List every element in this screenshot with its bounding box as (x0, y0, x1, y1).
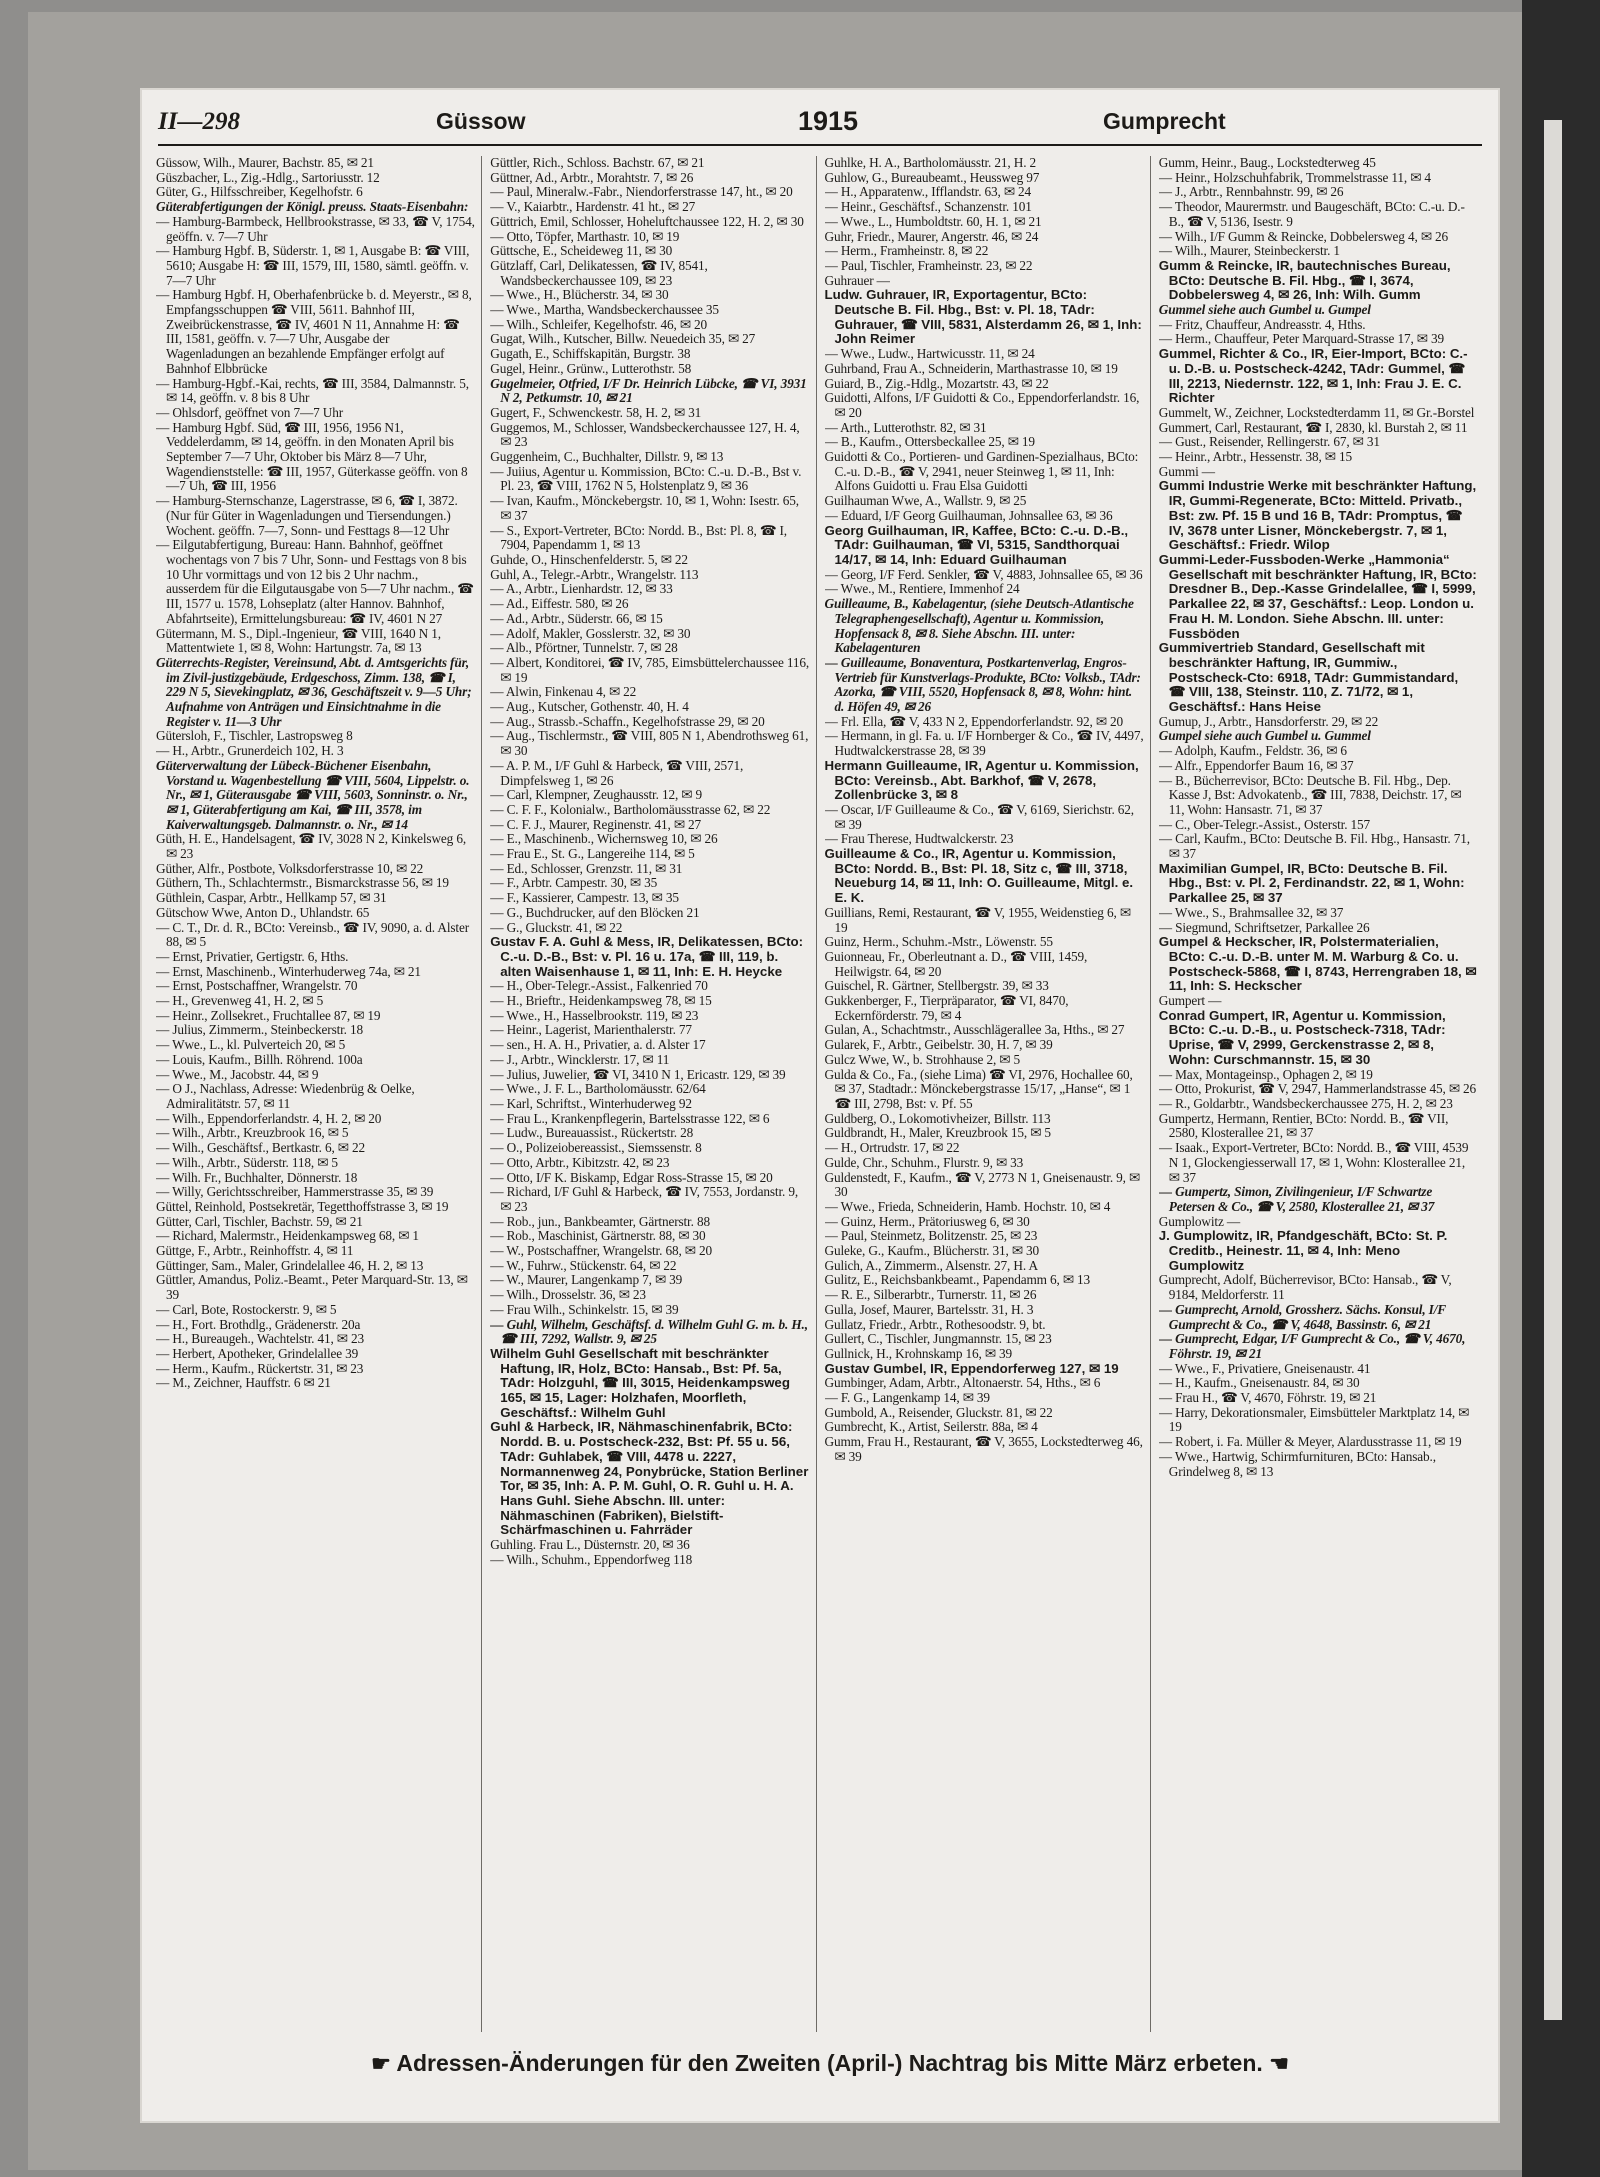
directory-entry: Gumprecht, Adolf, Bücherrevisor, BCto: Hansab., ☎ V, 9184, Meldorferstr. 11 (1158, 1272, 1452, 1303)
directory-entry: — H., Kaufm., Gneisenaustr. 84, ✉ 30 (1158, 1375, 1360, 1391)
directory-entry: — Paul, Steinmetz, Bolitzenstr. 25, ✉ 23 (824, 1228, 1038, 1244)
directory-entry: Guinz, Herm., Schuhm.-Mstr., Löwenstr. 55 (824, 934, 1053, 950)
directory-entry: — Carl, Klempner, Zeughausstr. 12, ✉ 9 (490, 787, 702, 803)
directory-entry: Guidotti & Co., Portieren- und Gardinen-Spezialhaus, BCto: C.-u. D.-B., ☎ V, 2941, neuer Steinweg 1, ✉ 11, Inh: Alfons Guidotti u. Frau Elsa Guidotti (824, 449, 1139, 494)
directory-entry: — Heinr., Holzschuhfabrik, Trommelstrasse 11, ✉ 4 (1158, 169, 1431, 185)
directory-entry: Güterrechts-Register, Vereinsund, Abt. d. Amtsgerichts für, im Zivil-justizgebäude, Erdgeschoss, Zimm. 138, ☎ I, 229 N 5, Sievekingplatz, ✉ 36, Geschäftszeit v. 9—5 Uhr; Aufnahme von Anträgen und Einsichtnahme in die Register v. 11—3 Uhr (156, 654, 472, 729)
directory-entry: Conrad Gumpert, IR, Agentur u. Kommission, BCto: C.-u. D.-B., u. Postscheck-7318, TAdr: Uprise, ☎ V, 2999, Gerckenstrasse 2, ✉ 8, Wohn: Curschmannstr. 15, ✉ 30 (1158, 1007, 1446, 1067)
directory-entry: — Aug., Tischlermstr., ☎ VIII, 805 N 1, Abendrothsweg 61, ✉ 30 (490, 728, 809, 759)
directory-entry: — Julius, Juwelier, ☎ VI, 3410 N 1, Ericastr. 129, ✉ 39 (490, 1066, 786, 1082)
directory-entry: Gumm & Reincke, IR, bautechnisches Bureau, BCto: Deutsche B. Fil. Hbg., ☎ I, 3674, Dobbelersweg 4, ✉ 26, Inh: Wilh. Gumm (1158, 257, 1451, 303)
directory-entry: Gummi Industrie Werke mit beschränkter Haftung, IR, Gummi-Regenerate, BCto: Mitteld. Privatb., Bst: zw. Pf. 15 B und 16 B, TAdr: Promptus, ☎ IV, 3678 unter Lisner, Mönckebergstr. 7, ✉ 1, Geschäftsf.: Friedr. Wilop (1158, 478, 1477, 553)
directory-entry: — Gust., Reisender, Rellingerstr. 67, ✉ 31 (1158, 434, 1380, 450)
header-first-surname: Güssow (436, 108, 526, 134)
directory-entry: — Theodor, Maurermstr. und Baugeschäft, BCto: C.-u. D.-B., ☎ V, 5136, Isestr. 9 (1158, 199, 1465, 229)
directory-entry: Gukkenberger, F., Tierpräparator, ☎ VI, 8470, Eckernförderstr. 79, ✉ 4 (824, 993, 1069, 1023)
directory-entry: — S., Export-Vertreter, BCto: Nordd. B., Bst: Pl. 8, ☎ I, 7904, Papendamm 1, ✉ 13 (490, 522, 787, 553)
right-edge-strip (1522, 0, 1600, 2177)
directory-entry: — Gumprecht, Arnold, Grossherz. Sächs. Konsul, I/F Gumprecht & Co., ☎ V, 4648, Bassinstr. 6, ✉ 21 (1158, 1301, 1446, 1332)
directory-entry: Güttler, Rich., Schloss. Bachstr. 67, ✉ 21 (490, 156, 705, 170)
directory-entry: Guhrauer — (824, 272, 890, 288)
directory-entry: — W., Maurer, Langenkamp 7, ✉ 39 (490, 1272, 683, 1288)
directory-entry: — F., Kassierer, Campestr. 13, ✉ 35 (490, 890, 679, 906)
directory-entry: — Hamburg-Sternschanze, Lagerstrasse, ✉ 6, ☎ I, 3872. (Nur für Güter in Wagenladungen und Tiersendungen.) Wochent. geöffn. 7—7, Sonn- und Festtags 8—12 Uhr (156, 493, 458, 538)
directory-entry: — Max, Montageinsp., Ophagen 2, ✉ 19 (1158, 1066, 1373, 1082)
directory-entry: — Alb., Pförtner, Tunnelstr. 7, ✉ 28 (490, 640, 678, 656)
directory-entry: — Guinz, Herm., Prätoriusweg 6, ✉ 30 (824, 1213, 1030, 1229)
directory-entry: Güttel, Reinhold, Postsekretär, Tegetthoffstrasse 3, ✉ 19 (156, 1198, 449, 1214)
directory-entry: Guionneau, Fr., Oberleutnant a. D., ☎ VIII, 1459, Heilwigstr. 64, ✉ 20 (824, 948, 1088, 979)
directory-entry: Gumup, J., Arbtr., Hansdorferstr. 29, ✉ 22 (1158, 713, 1379, 729)
directory-entry: — Paul, Tischler, Framheinstr. 23, ✉ 22 (824, 257, 1033, 273)
directory-entry: — Wwe., Frieda, Schneiderin, Hamb. Hochstr. 10, ✉ 4 (824, 1198, 1111, 1214)
directory-entry: — Siegmund, Schriftsetzer, Parkallee 26 (1158, 919, 1370, 935)
directory-entry: — Wilh., Schuhm., Eppendorfweg 118 (490, 1551, 693, 1567)
column-4 (1159, 156, 1484, 2032)
directory-entry: Guhlke, H. A., Bartholomäusstr. 21, H. 2 (824, 156, 1037, 170)
directory-entry: — Ernst, Postschaffner, Wrangelstr. 70 (156, 978, 358, 994)
directory-entry: — Wwe., J. F. L., Bartholomäusstr. 62/64 (490, 1081, 706, 1097)
column-3 (825, 156, 1151, 2032)
directory-entry: Georg Guilhauman, IR, Kaffee, BCto: C.-u. D.-B., TAdr: Guilhauman, ☎ VI, 5315, Sandthorquai 14/17, ✉ 14, Inh: Eduard Guilhauman (824, 522, 1129, 567)
directory-entry: Guhl & Harbeck, IR, Nähmaschinenfabrik, BCto: Nordd. B. u. Postscheck-232, Bst: Pf. 55 u. 56, TAdr: Guhlabek, ☎ VIII, 4478 u. 2227, Normannenweg 24, Ponybrücke, Station Berliner Tor, ✉ 35, Inh: A. P. M. Guhl, O. R. Guhl u. H. A. Hans Guhl. Siehe Abschn. III. unter: Nähmaschinen (Fabriken), Bielstift-Schärfmaschinen u. Fahrräder (490, 1419, 809, 1538)
directory-entry: — Fritz, Chauffeur, Andreasstr. 4, Hths. (1158, 316, 1366, 332)
directory-entry: — H., Ober-Telegr.-Assist., Falkenried 70 (490, 978, 708, 994)
directory-entry: Gulla, Josef, Maurer, Bartelsstr. 31, H. 3 (824, 1301, 1034, 1317)
directory-entry: Guidotti, Alfons, I/F Guidotti & Co., Eppendorferlandstr. 16, ✉ 20 (824, 390, 1140, 420)
directory-entry: — Willy, Gerichtsschreiber, Hammerstrasse 35, ✉ 39 (156, 1184, 434, 1200)
directory-entry: — Gumpertz, Simon, Zivilingenieur, I/F Schwartze Petersen & Co., ☎ V, 2580, Klosterallee 21, ✉ 37 (1158, 1184, 1435, 1214)
directory-entry: — sen., H. A. H., Privatier, a. d. Alster 17 (490, 1037, 706, 1053)
directory-entry: — Wilh., Schleifer, Kegelhofstr. 46, ✉ 20 (490, 316, 708, 332)
directory-entry: — H., Bureaugeh., Wachtelstr. 41, ✉ 23 (156, 1331, 364, 1347)
directory-entry: Guhde, O., Hinschenfelderstr. 5, ✉ 22 (490, 551, 688, 567)
directory-entry: Gullert, C., Tischler, Jungmannstr. 15, ✉ 23 (824, 1331, 1052, 1347)
directory-entry: — Alfr., Eppendorfer Baum 16, ✉ 37 (1158, 757, 1354, 773)
directory-entry: — Gumprecht, Edgar, I/F Gumprecht & Co., ☎ V, 4670, Föhrstr. 19, ✉ 21 (1158, 1331, 1466, 1361)
directory-entry: Gulcz Wwe, W., b. Strohhause 2, ✉ 5 (824, 1051, 1020, 1067)
directory-entry: Güssow, Wilh., Maurer, Bachstr. 85, ✉ 21 (156, 156, 374, 170)
directory-entry: Güttge, F., Arbtr., Reinhoffstr. 4, ✉ 11 (156, 1243, 354, 1259)
directory-entry: — Otto, Töpfer, Marthastr. 10, ✉ 19 (490, 228, 680, 244)
directory-entry: — Wilh., Arbtr., Kreuzbrook 16, ✉ 5 (156, 1125, 349, 1141)
directory-entry: Güttinger, Sam., Maler, Grindelallee 46, H. 2, ✉ 13 (156, 1257, 424, 1273)
directory-entry: Guilhauman Wwe, A., Wallstr. 9, ✉ 25 (824, 493, 1027, 509)
directory-entry: — Wwe., F., Privatiere, Gneisenaustr. 41 (1158, 1360, 1371, 1376)
directory-entry: Guiard, B., Zig.-Hdlg., Mozartstr. 43, ✉ 22 (824, 375, 1049, 391)
directory-entry: — Juiius, Agentur u. Kommission, BCto: C.-u. D.-B., Bst v. Pl. 23, ☎ VIII, 1762 N 5, Holstenplatz 9, ✉ 36 (490, 463, 802, 494)
directory-entry: — E., Maschinenb., Wichernsweg 10, ✉ 26 (490, 831, 718, 847)
directory-entry: Gützlaff, Carl, Delikatessen, ☎ IV, 8541, Wandsbeckerchaussee 109, ✉ 23 (490, 257, 708, 288)
directory-entry: Gütersloh, F., Tischler, Lastropsweg 8 (156, 728, 353, 744)
directory-entry: — O., Polizeiobereassist., Siemssenstr. 8 (490, 1140, 702, 1156)
directory-entry: — Heinr., Zollsekret., Fruchtallee 87, ✉ 19 (156, 1007, 381, 1023)
directory-entry: — Wilh., I/F Gumm & Reincke, Dobbelersweg 4, ✉ 26 (1158, 228, 1448, 244)
directory-entry: Gumpert — (1158, 993, 1222, 1009)
directory-entry: — Otto, I/F K. Biskamp, Edgar Ross-Strasse 15, ✉ 20 (490, 1169, 773, 1185)
directory-entry: Gumplowitz — (1158, 1213, 1241, 1229)
directory-entry: Gulan, A., Schachtmstr., Ausschlägerallee 3a, Hths., ✉ 27 (824, 1022, 1125, 1038)
directory-entry: Güthlein, Caspar, Arbtr., Hellkamp 57, ✉ 31 (156, 890, 387, 906)
directory-entry: — Herm., Framheinstr. 8, ✉ 22 (824, 243, 989, 259)
directory-entry: Guilleaume, B., Kabelagentur, (siehe Deutsch-Atlantische Telegraphengesellschaft), Agentur u. Kommission, Hopfensack 8, ✉ 8. Siehe Abschn. III. unter: Kabelagenturen (824, 596, 1134, 656)
directory-entry: Gulde, Chr., Schuhm., Flurstr. 9, ✉ 33 (824, 1154, 1024, 1170)
directory-entry: — Herm., Kaufm., Rückertstr. 31, ✉ 23 (156, 1360, 364, 1376)
directory-entry: Gumbinger, Adam, Arbtr., Altonaerstr. 54, Hths., ✉ 6 (824, 1375, 1101, 1391)
directory-entry: — H., Arbtr., Grunerdeich 102, H. 3 (156, 743, 344, 759)
directory-entry: — C. F. J., Maurer, Reginenstr. 41, ✉ 27 (490, 816, 701, 832)
directory-columns (156, 156, 1484, 2032)
directory-entry: — Wwe., H., Hasselbrookstr. 119, ✉ 23 (490, 1007, 699, 1023)
directory-entry: Güter, G., Hilfsschreiber, Kegelhofstr. 6 (156, 184, 363, 200)
column-1 (156, 156, 482, 2032)
directory-entry: — Heinr., Lagerist, Marienthalerstr. 77 (490, 1022, 692, 1038)
directory-entry: — H., Grevenweg 41, H. 2, ✉ 5 (156, 993, 324, 1009)
directory-entry: — Wilh., Maurer, Steinbeckerstr. 1 (1158, 243, 1340, 259)
directory-entry: — Hamburg Hgbf. H, Oberhafenbrücke b. d. Meyerstr., ✉ 8, Empfangsschuppen ☎ VIII, 5611. Bahnhof III, Zweibrückenstrasse, ☎ IV, 4601 N 11, Annahme H: ☎ III, 1581, geöffn. v. 7—7 Uhr, Ausgabe der Wagenladungen an bezahlende Empfänger erfolgt auf Bahnhof Elbbrücke (156, 287, 472, 376)
directory-entry: Güterverwaltung der Lübeck-Büchener Eisenbahn, Vorstand u. Wagenbestellung ☎ VIII, 5604, Lippelstr. o. Nr., ✉ 1, Güterausgabe ☎ VIII, 5603, Sonninstr. o. Nr., ✉ 1, Güterabfertigung am Kai, ☎ III, 3578, im Kaiverwaltungsgeb. Dalmannstr. o. Nr., ✉ 14 (156, 757, 470, 832)
directory-entry: — H., Brieftr., Heidenkampsweg 78, ✉ 15 (490, 993, 712, 1009)
directory-entry: — Ad., Eiffestr. 580, ✉ 26 (490, 596, 629, 612)
directory-entry: — F., Arbtr. Campestr. 30, ✉ 35 (490, 875, 658, 891)
page-header (158, 108, 1482, 146)
directory-entry: — Otto, Prokurist, ☎ V, 2947, Hammerlandstrasse 45, ✉ 26 (1158, 1081, 1476, 1097)
directory-entry: — Harry, Dekorationsmaler, Eimsbütteler Marktplatz 14, ✉ 19 (1158, 1404, 1470, 1435)
directory-entry: — Louis, Kaufm., Billh. Röhrend. 100a (156, 1051, 363, 1067)
directory-entry: Hermann Guilleaume, IR, Agentur u. Kommission, BCto: Vereinsb., Abt. Barkhof, ☎ V, 2678, Zollenbrücke 3, ✉ 8 (824, 757, 1139, 803)
header-last-surname: Gumprecht (1103, 108, 1226, 134)
directory-entry: — Alwin, Finkenau 4, ✉ 22 (490, 684, 637, 700)
directory-entry: Gugert, F., Schwenckestr. 58, H. 2, ✉ 31 (490, 404, 702, 420)
directory-entry: — Guilleaume, Bonaventura, Postkartenverlag, Engros-Vertrieb für Kunstverlags-Produkte, BCto: Volksb., TAdr: Azorka, ☎ VIII, 5520, Hopfensack 8, ✉ 8, Wohn: hint. d. Höfen 49, ✉ 26 (824, 654, 1141, 715)
directory-entry: — Ludw., Bureauassist., Rückertstr. 28 (490, 1125, 694, 1141)
pointing-hand-icon-right: ☚ (1269, 2051, 1289, 2076)
directory-entry: Gugel, Heinr., Grünw., Lutterothstr. 58 (490, 360, 692, 376)
directory-entry: — Ernst, Privatier, Gertigstr. 6, Hths. (156, 948, 349, 964)
directory-entry: — Albert, Konditorei, ☎ IV, 785, Eimsbüttelerchaussee 116, ✉ 19 (490, 654, 810, 685)
directory-entry: Guldbrandt, H., Maler, Kreuzbrook 15, ✉ 5 (824, 1125, 1051, 1141)
directory-entry: — Isaak., Export-Vertreter, BCto: Nordd. B., ☎ VIII, 4539 N 1, Glockengiesserwall 17, ✉ 1, Wohn: Klosterallee 21, ✉ 37 (1158, 1140, 1469, 1185)
directory-entry: — C. F. F., Kolonialw., Bartholomäusstrasse 62, ✉ 22 (490, 801, 771, 817)
directory-entry: — Richard, Malermstr., Heidenkampsweg 68, ✉ 1 (156, 1228, 419, 1244)
directory-entry: — Wwe., Martha, Wandsbeckerchaussee 35 (490, 302, 719, 318)
directory-entry: — Frau Wilh., Schinkelstr. 15, ✉ 39 (490, 1301, 679, 1317)
directory-entry: Gulitz, E., Reichsbankbeamt., Papendamm 6, ✉ 13 (824, 1272, 1091, 1288)
directory-entry: Güthern, Th., Schlachtermstr., Bismarckstrasse 56, ✉ 19 (156, 875, 449, 891)
directory-entry: — Rob., Maschinist, Gärtnerstr. 88, ✉ 30 (490, 1228, 706, 1244)
footer-notice (220, 2050, 1440, 2084)
directory-entry: — Karl, Schriftst., Winterhuderweg 92 (490, 1096, 692, 1111)
directory-entry: Gummivertrieb Standard, Gesellschaft mit beschränkter Haftung, IR, Gummiw., Postscheck-Cto: 6918, TAdr: Gummistandard, ☎ VIII, 138, Steinstr. 110, Z. 71/72, ✉ 1, Geschäftsf.: Hans Heise (1158, 640, 1459, 715)
directory-entry: Gummi — (1158, 463, 1215, 479)
directory-entry: — Hamburg-Hgbf.-Kai, rechts, ☎ III, 3584, Dalmannstr. 5, ✉ 14, geöffn. v. 8 bis 8 Uhr (156, 375, 469, 406)
directory-entry: Guldberg, O., Lokomotivheizer, Billstr. 113 (824, 1110, 1051, 1126)
directory-entry: — Wwe., L., Humboldtstr. 60, H. 1, ✉ 21 (824, 213, 1042, 229)
directory-entry: Güttrich, Emil, Schlosser, Hoheluftchaussee 122, H. 2, ✉ 30 (490, 213, 804, 229)
directory-entry: Guischel, R. Gärtner, Stellbergstr. 39, ✉ 33 (824, 978, 1049, 994)
directory-entry: — Adolph, Kaufm., Feldstr. 36, ✉ 6 (1158, 743, 1347, 759)
directory-entry: Güther, Alfr., Postbote, Volksdorferstrasse 10, ✉ 22 (156, 860, 424, 876)
directory-entry: — Wilh., Drosselstr. 36, ✉ 23 (490, 1287, 646, 1303)
directory-entry: — Hamburg Hgbf. B, Süderstr. 1, ✉ 1, Ausgabe B: ☎ VIII, 5610; Ausgabe H: ☎ III, 1579, III, 1580, sämtl. geöffn. v. 7—7 Uhr (156, 243, 470, 288)
directory-entry: Guhr, Friedr., Maurer, Angerstr. 46, ✉ 24 (824, 228, 1039, 244)
directory-entry: — R., Goldarbtr., Wandsbeckerchaussee 275, H. 2, ✉ 23 (1158, 1096, 1453, 1111)
directory-entry: Gugat, Wilh., Kutscher, Billw. Neuedeich 35, ✉ 27 (490, 331, 756, 347)
directory-entry: Güszbacher, L., Zig.-Hdlg., Sartoriusstr. 12 (156, 169, 380, 185)
directory-entry: — G., Buchdrucker, auf den Blöcken 21 (490, 904, 700, 920)
directory-entry: — H., Fort. Brothdlg., Grädenerstr. 20a (156, 1316, 361, 1332)
directory-entry: Gustav F. A. Guhl & Mess, IR, Delikatessen, BCto: C.-u. D.-B., Bst: v. Pl. 16 u. 17a, ☎ III, 119, b. alten Waisenhause 1, ✉ 11, Inh: E. H. Heycke (490, 934, 804, 979)
directory-entry: Gumbrecht, K., Artist, Seilerstr. 88a, ✉ 4 (824, 1419, 1038, 1435)
directory-entry: — V., Kaiarbtr., Hardenstr. 41 ht., ✉ 27 (490, 199, 696, 215)
directory-entry: Gullnick, H., Krohnskamp 16, ✉ 39 (824, 1345, 1013, 1361)
directory-entry: — Carl, Kaufm., BCto: Deutsche B. Fil. Hbg., Hansastr. 71, ✉ 37 (1158, 831, 1470, 862)
directory-entry: Gumbold, A., Reisender, Gluckstr. 81, ✉ 22 (824, 1404, 1053, 1420)
directory-entry: Gulich, A., Zimmerm., Alsenstr. 27, H. A (824, 1257, 1038, 1273)
footer-text: Adressen-Änderungen für den Zweiten (April-) Nachtrag bis Mitte März erbeten. (396, 2050, 1263, 2076)
directory-entry: — Richard, I/F Guhl & Harbeck, ☎ IV, 7553, Jordanstr. 9, ✉ 23 (490, 1184, 799, 1214)
directory-entry: — Wwe., S., Brahmsallee 32, ✉ 37 (1158, 904, 1344, 920)
directory-entry: Gullatz, Friedr., Arbtr., Rothesoodstr. 9, bt. (824, 1316, 1046, 1332)
directory-entry: Gummert, Carl, Restaurant, ☎ I, 2830, kl. Burstah 2, ✉ 11 (1158, 419, 1468, 435)
directory-entry: — Ohlsdorf, geöffnet von 7—7 Uhr (156, 404, 343, 420)
directory-entry: Gummelt, W., Zeichner, Lockstedterdamm 11, ✉ Gr.-Borstel (1158, 404, 1475, 420)
directory-entry: — H., Apparatenw., Ifflandstr. 63, ✉ 24 (824, 184, 1032, 200)
directory-entry: Güttner, Ad., Arbtr., Morahtstr. 7, ✉ 26 (490, 169, 694, 185)
directory-entry: — J., Arbtr., Wincklerstr. 17, ✉ 11 (490, 1051, 670, 1067)
directory-entry: — M., Zeichner, Hauffstr. 6 ✉ 21 (156, 1375, 331, 1391)
directory-entry: Maximilian Gumpel, IR, BCto: Deutsche B. Fil. Hbg., Bst: v. Pl. 2, Ferdinandstr. 22, ✉ 1, Wohn: Parkallee 25, ✉ 37 (1158, 860, 1465, 906)
directory-entry: — Wwe., M., Jacobstr. 44, ✉ 9 (156, 1066, 319, 1082)
directory-entry: — Hermann, in gl. Fa. u. I/F Hornberger & Co., ☎ IV, 4497, Hudtwalckerstrasse 28, ✉ 39 (824, 728, 1144, 759)
directory-entry: — Wilh., Eppendorferlandstr. 4, H. 2, ✉ 20 (156, 1110, 382, 1126)
directory-entry: — C. T., Dr. d. R., BCto: Vereinsb., ☎ IV, 9090, a. d. Alster 88, ✉ 5 (156, 919, 469, 950)
directory-entry: Guggemos, M., Schlosser, Wandsbeckerchaussee 127, H. 4, ✉ 23 (490, 419, 800, 450)
directory-entry: Guleke, G., Kaufm., Blücherstr. 31, ✉ 30 (824, 1243, 1040, 1259)
directory-entry: — Heinr., Arbtr., Hessenstr. 38, ✉ 15 (1158, 449, 1352, 465)
directory-entry: — A., Arbtr., Lienhardstr. 12, ✉ 33 (490, 581, 673, 597)
directory-entry: — F. G., Langenkamp 14, ✉ 39 (824, 1390, 990, 1406)
pointing-hand-icon: ☛ (371, 2051, 391, 2076)
directory-entry: Guhl, A., Telegr.-Arbtr., Wrangelstr. 113 (490, 566, 699, 582)
directory-entry: — Frau H., ☎ V, 4670, Föhrstr. 19, ✉ 21 (1158, 1390, 1377, 1406)
directory-entry: — Wwe., Ludw., Hartwicusstr. 11, ✉ 24 (824, 346, 1035, 362)
directory-entry: — Heinr., Geschäftsf., Schanzenstr. 101 (824, 199, 1032, 215)
directory-entry: — B., Kaufm., Ottersbeckallee 25, ✉ 19 (824, 434, 1035, 450)
directory-entry: — Aug., Kutscher, Gothenstr. 40, H. 4 (490, 699, 689, 715)
directory-entry: Gütschow Wwe, Anton D., Uhlandstr. 65 (156, 904, 370, 920)
directory-entry: Guldenstedt, F., Kaufm., ☎ V, 2773 N 1, Gneisenaustr. 9, ✉ 30 (824, 1169, 1141, 1200)
directory-entry: — C., Ober-Telegr.-Assist., Osterstr. 157 (1158, 816, 1371, 832)
column-2 (490, 156, 816, 2032)
page-number: II—298 (158, 108, 240, 135)
directory-entry: — Ivan, Kaufm., Mönckebergstr. 10, ✉ 1, Wohn: Isestr. 65, ✉ 37 (490, 493, 799, 523)
directory-entry: — Georg, I/F Ferd. Senkler, ☎ V, 4883, Johnsallee 65, ✉ 36 (824, 566, 1143, 582)
directory-entry: Gumm, Heinr., Baug., Lockstedterweg 45 (1158, 156, 1376, 170)
directory-entry: — G., Gluckstr. 41, ✉ 22 (490, 919, 623, 935)
directory-entry: — Ad., Arbtr., Süderstr. 66, ✉ 15 (490, 610, 663, 626)
directory-entry: — J., Arbtr., Rennbahnstr. 99, ✉ 26 (1158, 184, 1344, 200)
directory-entry: Gummel, Richter & Co., IR, Eier-Import, BCto: C.-u. D.-B. u. Postscheck-4242, TAdr: Gummel, ☎ III, 2213, Niedernstr. 122, ✉ 1, Inh: Frau J. E. C. Richter (1158, 346, 1468, 406)
directory-entry: — Otto, Arbtr., Kibitzstr. 42, ✉ 23 (490, 1154, 670, 1170)
directory-entry: — Wilh., Geschäftsf., Bertkastr. 6, ✉ 22 (156, 1140, 365, 1156)
directory-entry: Guillians, Remi, Restaurant, ☎ V, 1955, Weidenstieg 6, ✉ 19 (824, 904, 1131, 935)
directory-entry: — Robert, i. Fa. Müller & Meyer, Alardusstrasse 11, ✉ 19 (1158, 1434, 1462, 1450)
directory-entry: — Wilh., Arbtr., Süderstr. 118, ✉ 5 (156, 1154, 338, 1170)
directory-entry: — Oscar, I/F Guilleaume & Co., ☎ V, 6169, Sierichstr. 62, ✉ 39 (824, 801, 1134, 832)
directory-entry: — Paul, Mineralw.-Fabr., Niendorferstrasse 147, ht., ✉ 20 (490, 184, 793, 200)
directory-entry: Gumpel siehe auch Gumbel u. Gummel (1158, 728, 1371, 744)
directory-entry: Güttler, Amandus, Poliz.-Beamt., Peter Marquard-Str. 13, ✉ 39 (156, 1272, 468, 1303)
directory-entry: — Frl. Ella, ☎ V, 433 N 2, Eppendorferlandstr. 92, ✉ 20 (824, 713, 1124, 729)
directory-entry: Gularek, F., Arbtr., Geibelstr. 30, H. 7, ✉ 39 (824, 1037, 1053, 1053)
directory-entry: — Guhl, Wilhelm, Geschäftsf. d. Wilhelm Guhl G. m. b. H., ☎ III, 7292, Wallstr. 9, ✉ 25 (490, 1316, 808, 1347)
directory-entry: — Rob., jun., Bankbeamter, Gärtnerstr. 88 (490, 1213, 710, 1229)
directory-entry: Gumm, Frau H., Restaurant, ☎ V, 3655, Lockstedterweg 46, ✉ 39 (824, 1434, 1143, 1464)
directory-entry: Gulda & Co., Fa., (siehe Lima) ☎ VI, 2976, Hochallee 60, ✉ 37, Stadtadr.: Mönckebergstrasse 15/17, „Hanse“, ✉ 1 ☎ III, 2798, Bst: v. Pf. 55 (824, 1066, 1133, 1111)
directory-entry: — Arth., Lutterothstr. 82, ✉ 31 (824, 419, 987, 435)
directory-entry: Gütter, Carl, Tischler, Bachstr. 59, ✉ 21 (156, 1213, 363, 1229)
directory-entry: — Wwe., H., Blücherstr. 34, ✉ 30 (490, 287, 669, 303)
directory-entry: Gütermann, M. S., Dipl.-Ingenieur, ☎ VIII, 1640 N 1, Mattentwiete 1, ✉ 8, Wohn: Hartungstr. 7a, ✉ 13 (156, 625, 441, 656)
directory-entry: — Frau E., St. G., Langereihe 114, ✉ 5 (490, 846, 695, 862)
directory-entry: — Hamburg-Barmbeck, Hellbrookstrasse, ✉ 33, ☎ V, 1754, geöffn. v. 7—7 Uhr (156, 213, 475, 244)
directory-entry: — Aug., Strassb.-Schaffn., Kegelhofstrasse 29, ✉ 20 (490, 713, 765, 729)
directory-page (140, 88, 1500, 2123)
directory-entry: — Eilgutabfertigung, Bureau: Hann. Bahnhof, geöffnet wochentags von 7 bis 7 Uhr, Sonn- und Festtags von 8 bis 10 Uhr vormittags und von 12 bis 2 Uhr nachm., ausserdem für die Eilgutausgabe von 5—7 Uhr nachm., ☎ III, 1577 u. 1578, Lohseplatz (alter Hannov. Bahnhof, Abfahrtseite), Ermittelungsbureau: ☎ IV, 4601 N 27 (156, 537, 474, 626)
directory-entry: — Herm., Chauffeur, Peter Marquard-Strasse 17, ✉ 39 (1158, 331, 1444, 347)
directory-entry: — Ernst, Maschinenb., Winterhuderweg 74a, ✉ 21 (156, 963, 421, 979)
directory-entry: Gummi-Leder-Fussboden-Werke „Hammonia“ Gesellschaft mit beschränkter Haftung, IR, BCto: Dresdner B., Dep.-Kasse Grindelallee, ☎ I, 5999, Parkallee 22, ✉ 37, Geschäftsf.: Leop. London u. Frau H. M. London. Siehe Abschn. III. unter: Fussböden (1158, 551, 1477, 641)
directory-entry: — O J., Nachlass, Adresse: Wiedenbrüg & Oelke, Admiralitätstr. 57, ✉ 11 (156, 1081, 415, 1111)
directory-entry: — Carl, Bote, Rostockerstr. 9, ✉ 5 (156, 1301, 337, 1317)
directory-entry: — Ed., Schlosser, Grenzstr. 11, ✉ 31 (490, 860, 683, 876)
directory-entry: Guhling. Frau L., Düsternstr. 20, ✉ 36 (490, 1537, 690, 1553)
directory-entry: — Frau Therese, Hudtwalckerstr. 23 (824, 831, 1014, 847)
directory-entry: — R. E., Silberarbtr., Turnerstr. 11, ✉ 26 (824, 1287, 1037, 1303)
directory-entry: Güttsche, E., Scheideweg 11, ✉ 30 (490, 243, 673, 259)
directory-entry: Gugelmeier, Otfried, I/F Dr. Heinrich Lübcke, ☎ VI, 3931 N 2, Petkumstr. 10, ✉ 21 (490, 375, 807, 406)
directory-entry: Gumpel & Heckscher, IR, Polstermaterialien, BCto: C.-u. D.-B. unter M. M. Warburg & Co. u. Postscheck-5868, ☎ I, 8743, Herrengraben 18, ✉ 11, Inh: S. Heckscher (1158, 934, 1477, 994)
directory-entry: — Herbert, Apotheker, Grindelallee 39 (156, 1345, 359, 1361)
directory-entry: Wilhelm Guhl Gesellschaft mit beschränkter Haftung, IR, Holz, BCto: Hansab., Bst: Pf. 5a, TAdr: Holzguhl, ☎ III, 3015, Heidenkampsweg 165, ✉ 15, Lager: Holzhafen, Moorfleth, Geschäftsf.: Wilhelm Guhl (490, 1345, 790, 1420)
directory-entry: Guhrband, Frau A., Schneiderin, Marthastrasse 10, ✉ 19 (824, 360, 1118, 376)
header-year: 1915 (798, 106, 859, 136)
directory-entry: Guhlow, G., Bureaubeamt., Heussweg 97 (824, 169, 1040, 185)
directory-entry: — Hamburg Hgbf. Süd, ☎ III, 1956, 1956 N1, Veddelerdamm, ✉ 14, geöffn. in den Monaten April bis September 7—7 Uhr, Oktober bis März 8—7 Uhr, Wagendienststelle: ☎ III, 1957, Güterkasse geöffn. von 8—7 Uh, ☎ III, 1956 (156, 419, 468, 494)
directory-entry: — H., Ortrudstr. 17, ✉ 22 (824, 1140, 960, 1156)
directory-entry: J. Gumplowitz, IR, Pfandgeschäft, BCto: St. P. Creditb., Heinestr. 11, ✉ 4, Inh: Meno Gumplowitz (1158, 1228, 1448, 1273)
directory-entry: Güth, H. E., Handelsagent, ☎ IV, 3028 N 2, Kinkelsweg 6, ✉ 23 (156, 831, 467, 862)
directory-entry: Gummel siehe auch Gumbel u. Gumpel (1158, 302, 1371, 318)
directory-entry: Ludw. Guhrauer, IR, Exportagentur, BCto: Deutsche B. Fil. Hbg., Bst: v. Pl. 18, TAdr: Guhrauer, ☎ VIII, 5831, Alsterdamm 26, ✉ 1, Inh: John Reimer (824, 287, 1142, 347)
directory-entry: — Wilh. Fr., Buchhalter, Dönnerstr. 18 (156, 1169, 358, 1185)
directory-entry: Gumpertz, Hermann, Rentier, BCto: Nordd. B., ☎ VII, 2580, Klosterallee 21, ✉ 37 (1158, 1110, 1449, 1141)
directory-entry: Gustav Gumbel, IR, Eppendorferweg 127, ✉ 19 (824, 1360, 1119, 1376)
directory-entry: Guggenheim, C., Buchhalter, Dillstr. 9, ✉ 13 (490, 449, 724, 465)
directory-entry: — Wwe., L., kl. Pulverteich 20, ✉ 5 (156, 1037, 346, 1053)
directory-entry: — Wwe., M., Rentiere, Immenhof 24 (824, 581, 1020, 597)
directory-entry: — W., Postschaffner, Wrangelstr. 68, ✉ 20 (490, 1243, 712, 1259)
directory-entry: — Eduard, I/F Georg Guilhauman, Johnsallee 63, ✉ 36 (824, 507, 1113, 523)
directory-entry: — B., Bücherrevisor, BCto: Deutsche B. Fil. Hbg., Dep. Kasse J, Bst: Advokatenb., ☎ III, 7838, Deichstr. 17, ✉ 11, Wohn: Hansastr. 71, ✉ 37 (1158, 772, 1462, 817)
directory-entry: — Julius, Zimmerm., Steinbeckerstr. 18 (156, 1022, 364, 1038)
film-edge (1544, 120, 1562, 2020)
directory-entry: Güterabfertigungen der Königl. preuss. Staats-Eisenbahn: (156, 199, 469, 215)
directory-entry: Gugath, E., Schiffskapitän, Burgstr. 38 (490, 346, 691, 362)
directory-entry: — A. P. M., I/F Guhl & Harbeck, ☎ VIII, 2571, Dimpfelsweg 1, ✉ 26 (490, 757, 744, 788)
directory-entry: — Frau L., Krankenpflegerin, Bartelsstrasse 122, ✉ 6 (490, 1110, 770, 1126)
directory-entry: — W., Fuhrw., Stückenstr. 64, ✉ 22 (490, 1257, 677, 1273)
directory-entry: — Wwe., Hartwig, Schirmfurnituren, BCto: Hansab., Grindelweg 8, ✉ 13 (1158, 1448, 1436, 1479)
directory-entry: Guilleaume & Co., IR, Agentur u. Kommission, BCto: Nordd. B., Bst: Pl. 18, Sitz c, ☎ III, 3718, Neueburg 14, ✉ 11, Inh: O. Guilleaume, Mitgl. e. E. K. (824, 846, 1134, 906)
directory-entry: — Adolf, Makler, Gosslerstr. 32, ✉ 30 (490, 625, 691, 641)
